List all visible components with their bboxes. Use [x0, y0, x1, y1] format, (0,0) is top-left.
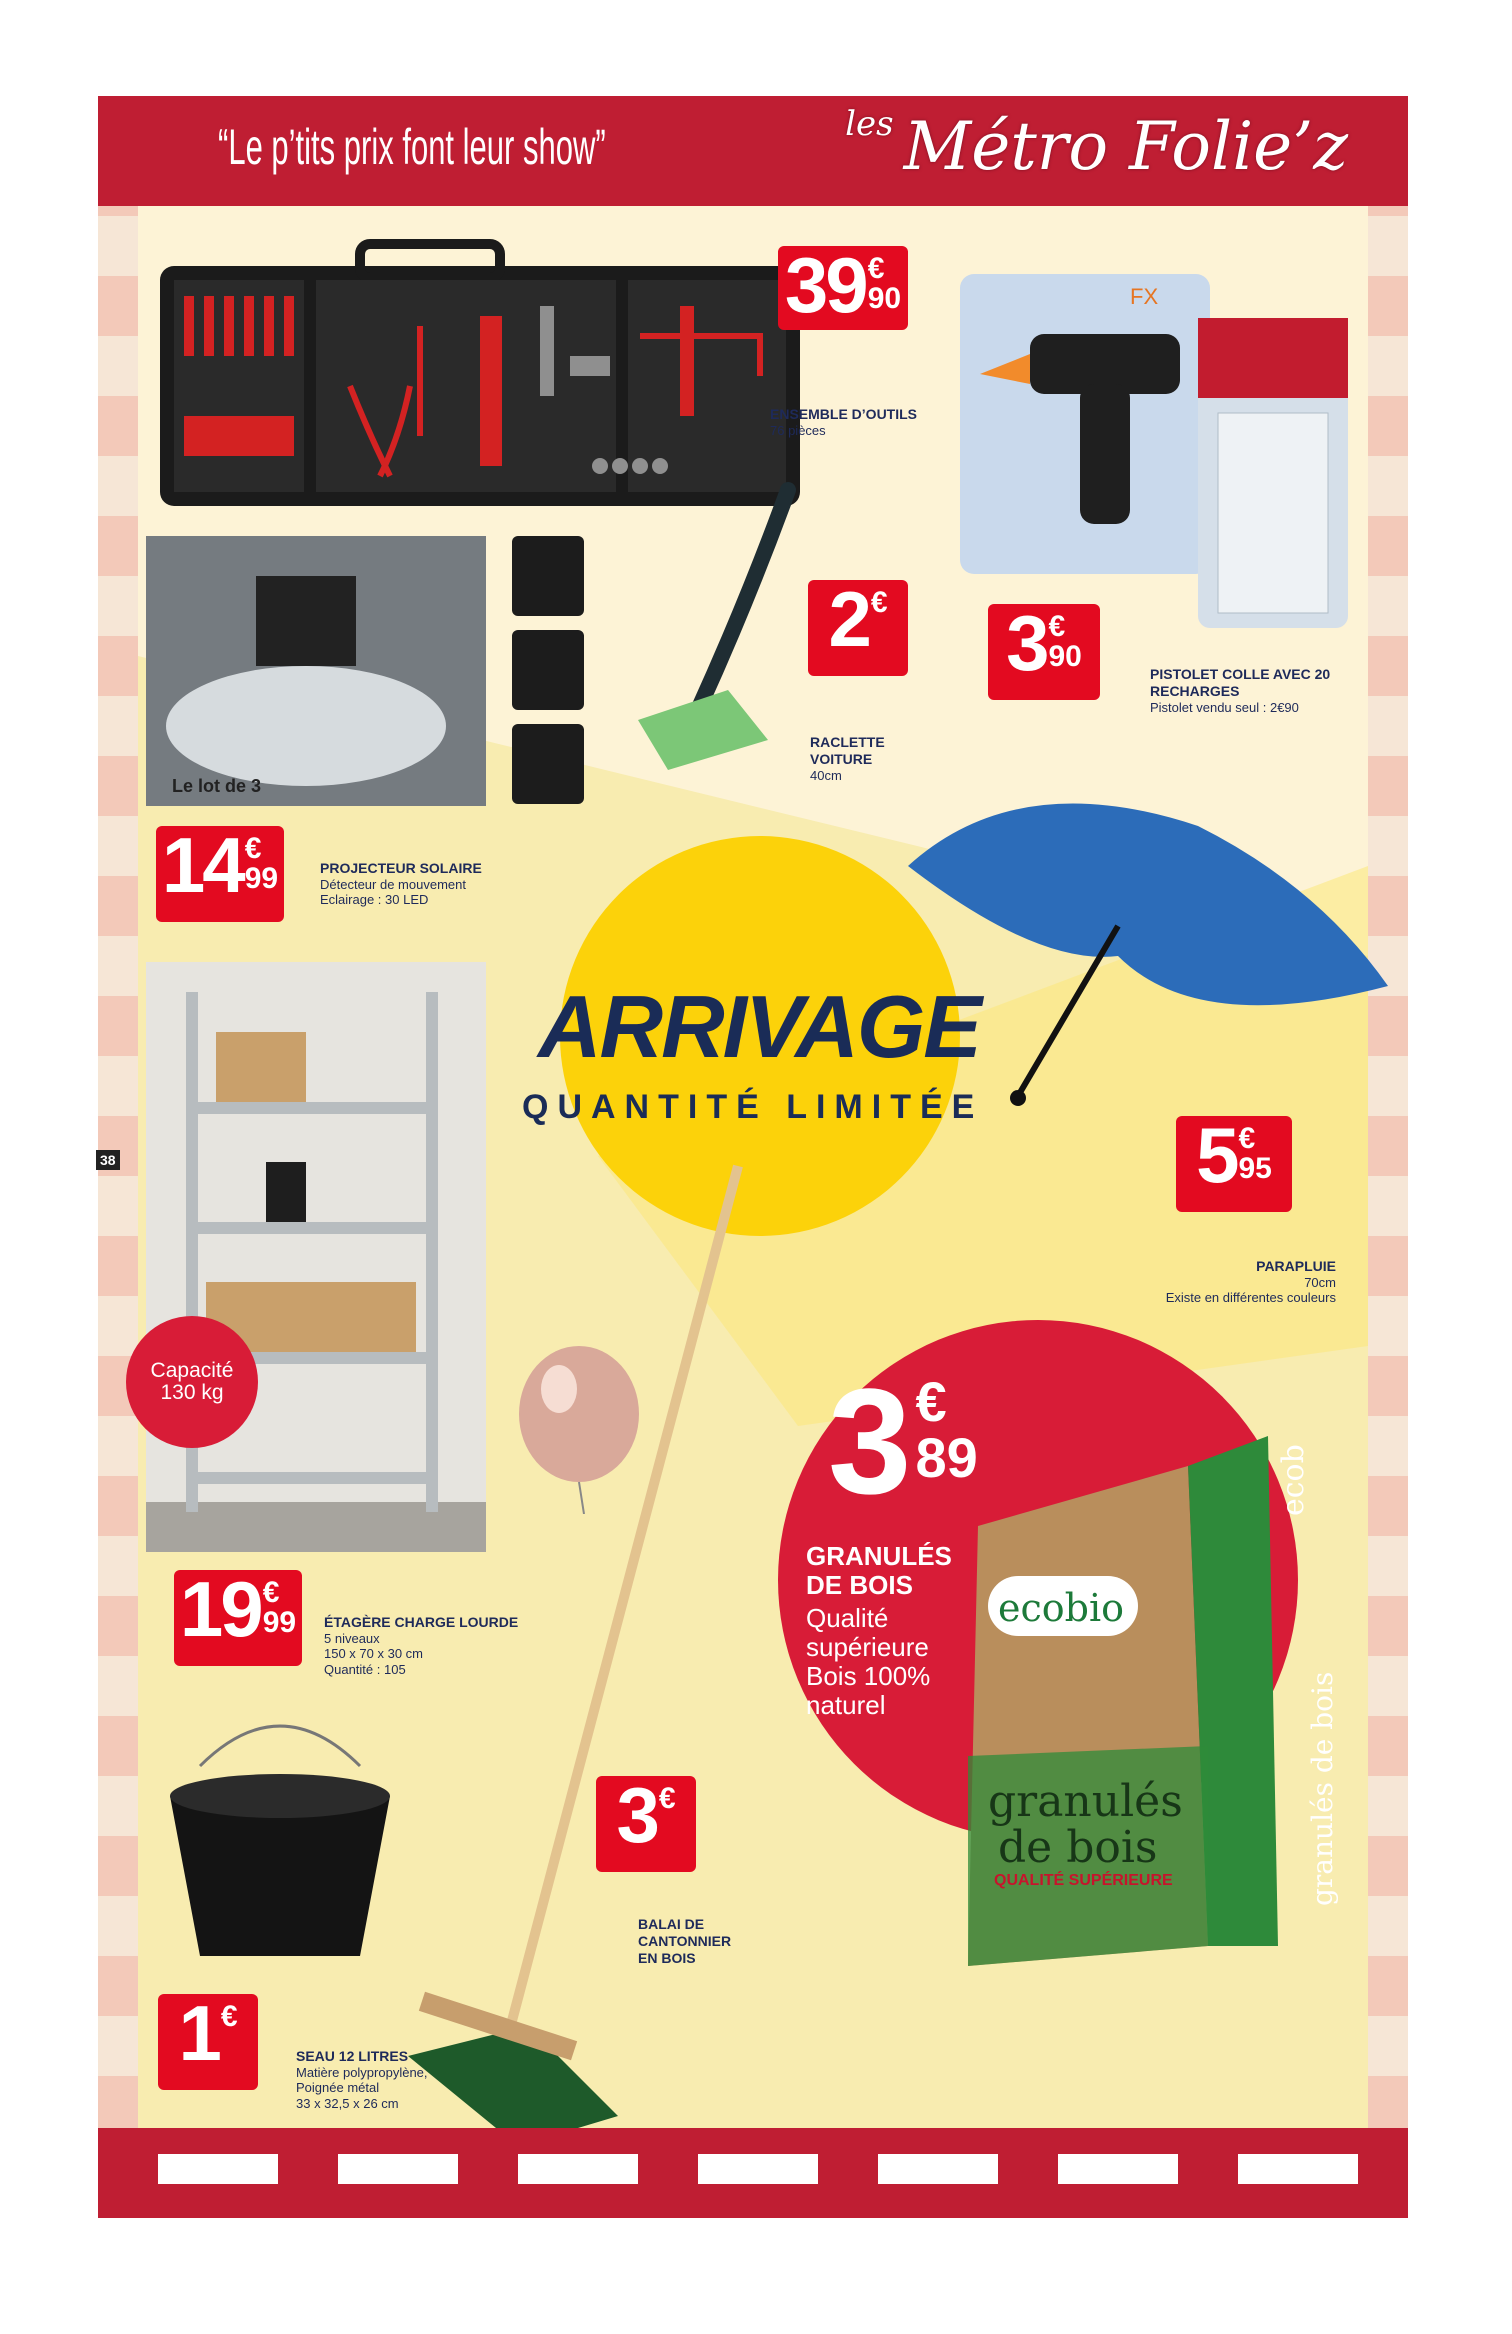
solar-desc-2: Eclairage : 30 LED [320, 892, 429, 908]
broom-label [638, 1916, 731, 1966]
price-cents: 90 [1048, 640, 1082, 673]
capacity-line-1: Capacité [150, 1358, 234, 1382]
price-currency: € [915, 1370, 947, 1433]
price-currency: € [262, 1576, 280, 1609]
pellets-desc-4: naturel [806, 1690, 886, 1721]
price-currency: € [1238, 1122, 1256, 1155]
squeegee-name-2: VOITURE [810, 750, 873, 767]
price-euros: 14 [161, 821, 243, 909]
footer-stripe [98, 2154, 1408, 2184]
bucket-desc-1: Matière polypropylène, [296, 2064, 428, 2080]
solar-price-tag [156, 821, 284, 922]
broom-image [398, 1156, 818, 2156]
umbrella-price-tag [1176, 1111, 1292, 1212]
squeegee-label [810, 734, 885, 783]
pellets-desc-3: Bois 100% [806, 1661, 931, 1692]
pellets-name-1: GRANULÉS [806, 1541, 952, 1571]
bucket-desc-2: Poignée métal [296, 2080, 380, 2096]
umbrella-desc-2: Existe en différentes couleurs [1165, 1290, 1336, 1306]
pellets-name-2: DE BOIS [806, 1569, 913, 1600]
umbrella-name: PARAPLUIE [1256, 1258, 1336, 1274]
shelf-desc-3: Quantité : 105 [324, 1661, 406, 1677]
footer-banner [98, 2128, 1408, 2218]
shelf-desc-1: 5 niveaux [324, 1630, 380, 1646]
broom-name-2: CANTONNIER [638, 1932, 732, 1949]
umbrella-label [1116, 1258, 1336, 1306]
tools-desc: 76 pièces [770, 422, 826, 438]
logo-main: Métro Folie’z [903, 108, 1348, 185]
umbrella-image [898, 786, 1408, 1126]
tool-set-image [160, 236, 800, 506]
broom-name-1: BALAI DE [638, 1916, 705, 1932]
price-currency: € [867, 252, 885, 285]
solar-name: PROJECTEUR SOLAIRE [320, 860, 482, 876]
price-euros: 3 [616, 1771, 657, 1859]
arrivage-title: ARRIVAGE [538, 977, 980, 1076]
tools-label [770, 406, 917, 438]
price-euros: 2 [828, 575, 869, 663]
solar-label [320, 860, 482, 908]
solar-desc-1: Détecteur de mouvement [320, 876, 466, 892]
glue-gun-price-tag [988, 599, 1100, 700]
bucket-name: SEAU 12 LITRES [296, 2048, 409, 2064]
arrivage-subtitle: QUANTITÉ LIMITÉE [522, 1088, 984, 1126]
price-currency: € [658, 1782, 676, 1815]
flyer-page [98, 96, 1408, 2218]
pellets-bag-image [958, 1426, 1278, 1976]
capacity-badge [126, 1316, 258, 1448]
page-number: 38 [96, 1150, 120, 1170]
squeegee-desc: 40cm [810, 767, 842, 783]
price-euros: 3 [828, 1357, 912, 1525]
shelf-price-tag [174, 1565, 302, 1666]
metro-foliez-logo [845, 104, 1348, 185]
logo-les: les [845, 104, 894, 144]
bag-side-brand: ecob [1276, 1444, 1311, 1516]
bag-side-text: granulés de bois [1306, 1671, 1339, 1906]
price-currency: € [244, 832, 262, 865]
price-cents: 99 [262, 1606, 297, 1639]
price-euros: 19 [179, 1565, 261, 1653]
price-euros: 3 [1006, 599, 1047, 687]
umbrella-desc-1: 70cm [1304, 1274, 1336, 1290]
price-cents: 95 [1238, 1152, 1272, 1185]
pellets-desc-2: supérieure [806, 1632, 929, 1663]
broom-name-3: EN BOIS [638, 1949, 696, 1966]
bucket-price-tag [158, 1989, 258, 2090]
bag-brand: ecobio [998, 1586, 1125, 1630]
glue-sticks-image [1198, 318, 1348, 628]
bucket-image [160, 1706, 400, 1966]
price-currency: € [220, 2000, 238, 2033]
price-euros: 1 [178, 1989, 219, 2077]
shelf-desc-2: 150 x 70 x 30 cm [324, 1646, 423, 1662]
bag-text-1: granulés [988, 1776, 1183, 1827]
solar-light-photo [146, 536, 486, 806]
bucket-desc-3: 33 x 32,5 x 26 cm [296, 2095, 399, 2111]
price-cents: 99 [244, 862, 279, 895]
pellets-desc-1: Qualité [806, 1603, 889, 1633]
bag-text-2: de bois [998, 1822, 1158, 1873]
header-banner [98, 96, 1408, 206]
bag-text-3: QUALITÉ SUPÉRIEURE [994, 1872, 1173, 1889]
glue-gun-name-2: RECHARGES [1150, 682, 1240, 699]
squeegee-name-1: RACLETTE [810, 734, 885, 750]
price-currency: € [870, 586, 888, 619]
pellets-desc [806, 1604, 930, 1720]
broom-price-tag [596, 1771, 696, 1872]
solar-lot-label: Le lot de 3 [172, 776, 262, 796]
squeegee-price-tag [808, 575, 908, 676]
pellets-name [806, 1542, 952, 1599]
shelf-name: ÉTAGÈRE CHARGE LOURDE [324, 1614, 519, 1630]
squeegee-image [628, 480, 808, 780]
pellets-price [828, 1357, 978, 1525]
price-cents: 89 [915, 1426, 978, 1489]
header-title: “Le p’tits prix font leur show” [218, 119, 606, 175]
price-euros: 39 [784, 241, 866, 329]
glue-gun-name-1: PISTOLET COLLE AVEC 20 [1150, 666, 1331, 682]
price-currency: € [1048, 610, 1066, 643]
bucket-label [296, 2048, 428, 2112]
glue-gun-desc: Pistolet vendu seul : 2€90 [1150, 699, 1299, 715]
tools-price-tag [778, 241, 908, 330]
glue-gun-image [960, 274, 1210, 574]
price-euros: 5 [1196, 1111, 1237, 1199]
svg-text:FX: FX [1130, 284, 1159, 309]
glue-gun-label [1150, 666, 1330, 715]
tools-name: ENSEMBLE D’OUTILS [770, 406, 918, 422]
solar-light-units-image [508, 536, 588, 806]
capacity-line-2: 130 kg [160, 1381, 224, 1404]
price-cents: 90 [867, 282, 902, 315]
